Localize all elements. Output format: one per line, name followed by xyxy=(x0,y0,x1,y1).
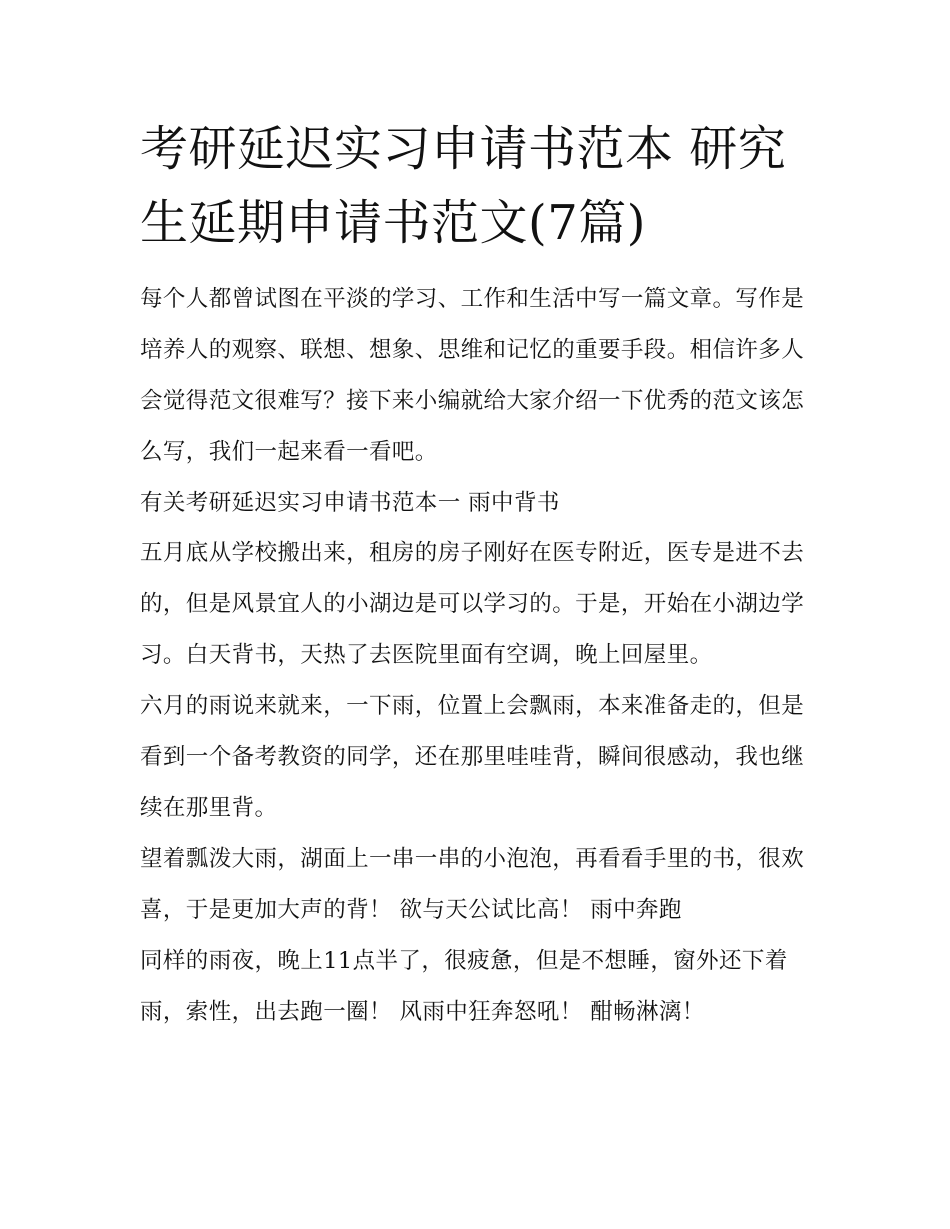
document-body xyxy=(140,112,810,1038)
document-title: 考研延迟实习申请书范本 研究生延期申请书范文(7篇) xyxy=(140,121,787,251)
body-paragraph: 六月的雨说来就来，一下雨，位置上会飘雨，本来准备走的，但是看到一个备考教资的同学，还在那里哇哇背，瞬间很感动，我也继续在那里背。 xyxy=(140,693,805,821)
body-paragraph: 望着瓢泼大雨，湖面上一串一串的小泡泡，再看看手里的书，很欢喜，于是更加大声的背！ 欲与天公试比高！ 雨中奔跑 xyxy=(140,846,805,923)
body-paragraph: 五月底从学校搬出来，租房的房子刚好在医专附近，医专是进不去的，但是风景宜人的小湖边是可以学习的。于是，开始在小湖边学习。白天背书，天热了去医院里面有空调，晚上回屋里。 xyxy=(140,540,805,668)
section-heading: 有关考研延迟实习申请书范本一 雨中背书 xyxy=(140,490,560,516)
intro-paragraph: 每个人都曾试图在平淡的学习、工作和生活中写一篇文章。写作是培养人的观察、联想、想象、思维和记忆的重要手段。相信许多人会觉得范文很难写？接下来小编就给大家介绍一下优秀的范文该怎么写，我们一起来看一看吧。 xyxy=(140,286,805,465)
body-paragraph: 同样的雨夜，晚上11点半了，很疲惫，但是不想睡，窗外还下着雨，索性，出去跑一圈！ 风雨中狂奔怒吼！ 酣畅淋漓！ xyxy=(140,948,788,1025)
